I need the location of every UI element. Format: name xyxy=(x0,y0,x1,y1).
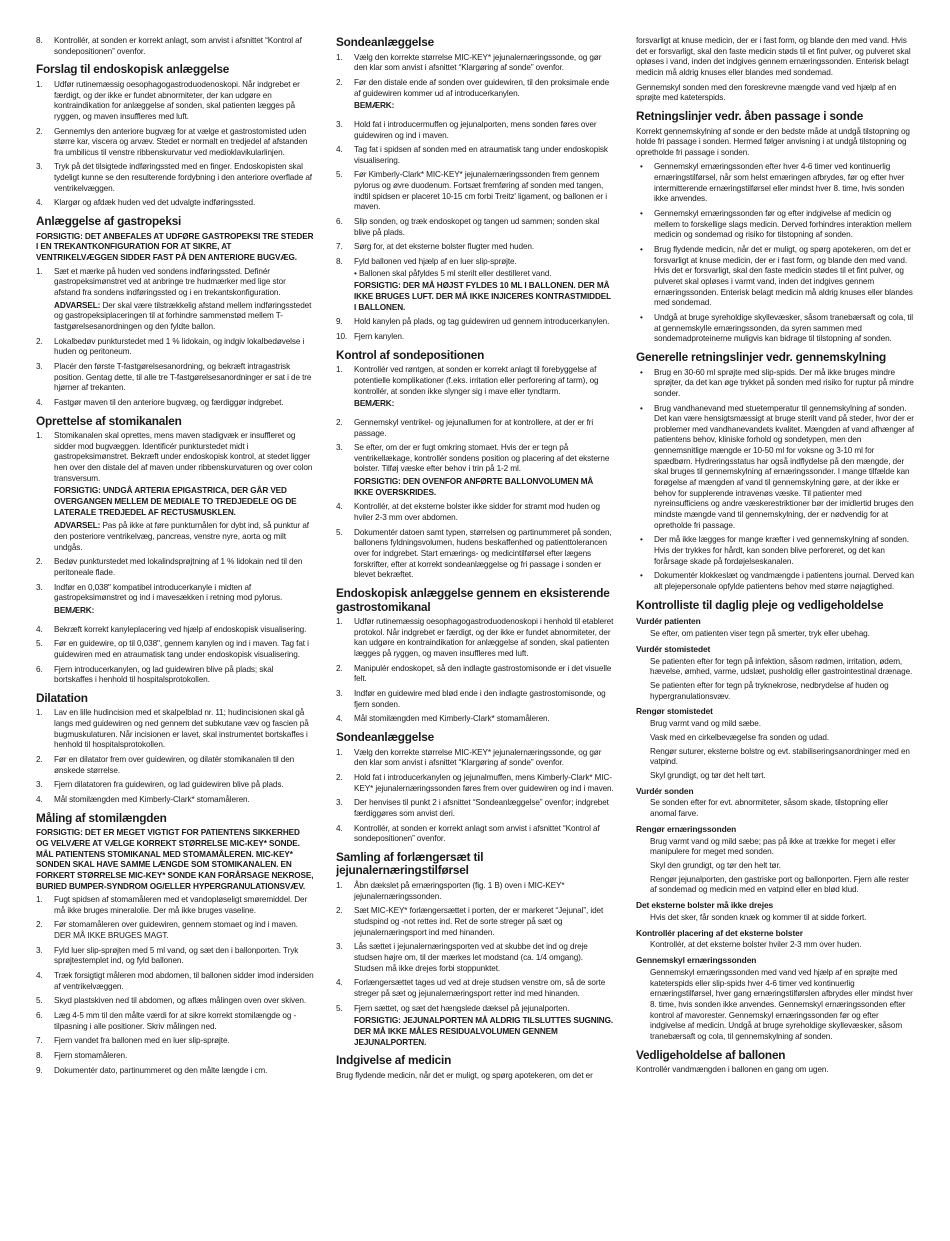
list-item: 1. Fugt spidsen af stomamåleren med et vandopløseligt smøremiddel. Der må ikke bruges mineralolie. Der må ikke bruges vaseline. xyxy=(36,895,308,915)
list-item: 10. Fjern kanylen. xyxy=(336,332,405,341)
list-text: Før Kimberly-Clark* MIC-KEY* jejunalernæringssonden frem gennem pylorus og øvre duodenum. Fortsæt fremføring af sonden med tangen, indtil spidsen er placeret 10-15 cm forbi Treitz' ligament, og ballonen er i maven. xyxy=(354,170,607,212)
section-heading: Anlæggelse af gastropeksi xyxy=(36,214,182,229)
caution-text: FORSIGTIG: DET ANBEFALES AT UDFØRE GASTROPEKSI TRE STEDER I EN TREKANTKONFIGURATION FOR AT SIKRE, AT VENTRIKELVÆGGEN SIDDER FAST PÅ DEN ANTERIORE BUGVÆG. xyxy=(36,231,314,262)
list-item: 4. Træk forsigtigt måleren mod abdomen, til ballonen sidder imod indersiden af ventrikelvæggen. xyxy=(36,971,314,991)
warning-block xyxy=(54,301,314,333)
list-text: Lokalbedøv punkturstedet med 1 % lidokain, og indgiv lokalbedøvelse i huden og peritoneum. xyxy=(54,336,305,357)
list-text: Før stomamåleren over guidewiren, gennem stomaet og ind i maven. DER MÅ IKKE BRUGES MAGT. xyxy=(54,920,298,941)
list-text: Fyld ballonen ved hjælp af en luer slip-sprøjte. xyxy=(354,257,517,267)
list-tube-placement xyxy=(336,53,614,343)
caution-text: FORSIGTIG: UNDGÅ ARTERIA EPIGASTRICA, DER GÅR VED OVERGANGEN MELLEM DE MEDIALE TO TREDJEDELE OG DE LATERALE TREDJEDEL AF RECTUSMUSKLEN. xyxy=(54,486,297,517)
checklist-line: Gennemskyl ernæringssonden med vand ved hjælp af en sprøjte med kateterspids eller slip-spids hver 4-6 timer ved kontinuerlig ernæringstilførsel, hver gang ernæringstilførslen afbrydes eller mindst hver 8. time, hvis sonden ikke anvendes. Gennemskyl ernæringssonden efter kontrol af mavorester. Gennemskyl ernæringssonden før og efter indgivelse af medicin. Undgå at bruge syreholdige skyllevæsker, såsom tranebærsaft og cola, til gennemskylning af sonden. xyxy=(650,968,913,1041)
caution-text: FORSIGTIG: DER MÅ HØJST FYLDES 10 ML I BALLONEN. DER MÅ IKKE BRUGES LUFT. DER MÅ IKKE INJICERES KONTRASTMIDDEL I BALLONEN. xyxy=(354,281,611,312)
list-item: 4. Bekræft korrekt kanyleplacering ved hjælp af endoskopisk visualisering. xyxy=(36,624,307,634)
list-item: 2. Manipulér endoskopet, så den indlagte gastrostomisonde er i det visuelle felt. xyxy=(336,663,612,684)
section-heading: Forslag til endoskopisk anlæggelse xyxy=(36,62,230,77)
checklist-line: Skyl den grundigt, og tør den helt tør. xyxy=(650,861,781,871)
list-text: Fastgør maven til den anteriore bugvæg, og færdiggør indgrebet. xyxy=(54,397,284,407)
list-item: 3. Indfør en guidewire med blød ende i den indlagte gastrostomisonde, og fjern sonden. xyxy=(336,689,606,709)
list-item: 2. Før en dilatator frem over guidewiren, og dilatér stomikanalen til den ønskede størrelse. xyxy=(36,755,295,775)
list-text: Dokumentér dato, partinummeret og den målte længde i cm. xyxy=(54,1065,268,1075)
list-text: Stomikanalen skal oprettes, mens maven stadigvæk er insuffleret og sidder mod bugvæggen. Identificér punkturstedet midt i gastropeksimønstret. Bekræft under endoskopisk kontrol, at stedet ligger hen over den distale del af maven under ribbenskurvaturen og over colon transversum. xyxy=(54,431,313,483)
list-item xyxy=(36,80,314,123)
list-text: Skyd plastskiven ned til abdomen, og aflæs målingen oven over skiven. xyxy=(54,996,307,1006)
list-item xyxy=(36,162,314,194)
caution-text: FORSIGTIG: JEJUNALPORTEN MÅ ALDRIG TILSLUTTES SUGNING. DER MÅ IKKE MÅLES RESIDUALVOLUMEN GENNEM JEJUNALPORTEN. xyxy=(354,1016,614,1047)
bullet-item: • Der må ikke lægges for mange kræfter i ved gennemskylning af sonden. Hvis der trykkes for hårdt, kan sonden blive perforeret, og det kan forårsage skade på fordøjelseskanalen. xyxy=(636,535,914,567)
list-number: 1. xyxy=(36,79,43,89)
list-text: Læg 4-5 mm til den målte værdi for at sikre korrekt stomilængde og -tilpasning i alle positioner. Skriv målingen ned. xyxy=(54,1011,297,1031)
checklist-line: Se efter, om patienten viser tegn på smerter, tryk eller ubehag. xyxy=(650,629,870,639)
bullet-item: • Brug en 30-60 ml sprøjte med slip-spids. Der må ikke bruges mindre sprøjter, da det kan øge trykket på sonden med risiko for ruptur på mindre sonder. xyxy=(636,368,914,400)
column-2 xyxy=(336,36,614,1231)
list-text: Hold fat i introducerkanylen og jejunalmuffen, mens Kimberly-Clark* MIC-KEY* jejunalernæringssonden føres frem over guidewiren og ind i maven. xyxy=(354,772,614,793)
list-text: Indfør en 0,038" kompatibel introducerkanyle i midten af gastropeksimønstret og ind i mavesækken i retning mod pylorus. xyxy=(54,582,283,603)
list-item: 9. Dokumentér dato, partinummeret og den målte længde i cm. xyxy=(36,1065,268,1075)
note-label: BEMÆRK: xyxy=(354,399,395,409)
list-item: 1. Vælg den korrekte størrelse MIC-KEY* jejunalernæringssonde, og gør den klar som anvist i afsnittet “Klargøring af sonde” ovenfor. xyxy=(336,747,602,768)
section-heading: Indgivelse af medicin xyxy=(336,1053,452,1068)
list-item: 6. Slip sonden, og træk endoskopet og tangen ud sammen; sonden skal blive på plads. xyxy=(336,217,600,237)
list-text: Kontrollér, at det eksterne bolster ikke sidder for stramt mod huden og hviler 2-3 mm over abdomen. xyxy=(354,502,600,523)
checklist-subheading: Vurdér patienten xyxy=(636,616,701,627)
checklist-line: Brug varmt vand og mild sæbe; pas på ikke at trække for meget i eller manipulere for meget med sonden. xyxy=(650,836,896,857)
list-item: 3. Der henvises til punkt 2 i afsnittet “Sondeanlæggelse” ovenfor; indgrebet færdiggøres som anvist deri. xyxy=(336,798,609,818)
list-item: 4. Mål stomilængden med Kimberly-Clark* stomamåleren. xyxy=(36,795,250,804)
list-number: 3. xyxy=(36,162,43,172)
section-heading: Oprettelse af stomikanalen xyxy=(36,413,182,428)
list-item: 2. Sæt MIC-KEY* forlængersættet i porten, der er markeret “Jejunal”, idet studspind og -not rettes ind. Ret de sorte streger på sæt og jejunalernæringsport ind med hinanden. xyxy=(336,906,604,937)
list-text: Kontrollér, at sonden er korrekt anlagt som anvist i afsnittet “Kontrol af sondepositionen” ovenfor. xyxy=(354,823,600,844)
list-item: 2. Gennemskyl ventrikel- og jejunallumen for at kontrollere, at der er fri passage. xyxy=(336,417,594,438)
list-stoma-tract xyxy=(36,431,314,686)
list-number: 4. xyxy=(36,198,43,208)
section-heading: Kontrolliste til daglig pleje og vedligeholdelse xyxy=(636,597,884,612)
list-text: Kontrollér ved røntgen, at sonden er korrekt anlagt til forebyggelse af potentielle komplikationer (f.eks. irritation eller perforering af tarm), og kontrollér, at sonden ikke slynger sig i mave eller tyndtarm. xyxy=(354,365,599,396)
document-page xyxy=(36,36,916,1231)
list-item: 4. Forlængersættet tages ud ved at dreje studsen venstre om, så de sorte streger på sæt og jejunalernæringsport retter ind med hinanden. xyxy=(336,978,606,998)
list-text: Hold kanylen på plads, og tag guidewiren ud gennem introducerkanylen. xyxy=(354,317,610,327)
checklist-line: Se patienten efter for tegn på tryknekrose, nedbrydelse af huden og hypergranulationsvæv. xyxy=(650,681,889,701)
list-text: Klargør og afdæk huden ved det udvalgte indføringssted. xyxy=(54,198,256,208)
list-item: 7. Fjern vandet fra ballonen med en luer slip-sprøjte. xyxy=(36,1036,230,1046)
list-text: Dokumentér datoen samt typen, størrelsen og partinummeret på sonden, ballonens fyldningsvolumen, hudens beskaffenhed og patienttolerancen over for indgrebet. Start ernærings- og medicintilførsel efter lægens forskrifter, efter at korrekt sondeanlæggelse og fri passage i sonden er blevet bekræftet. xyxy=(354,527,612,580)
list-text: Slip sonden, og træk endoskopet og tangen ud sammen; sonden skal blive på plads. xyxy=(354,217,600,237)
checklist-subheading: Kontrollér placering af det eksterne bolster xyxy=(636,927,803,938)
checklist-subheading: Vurdér sonden xyxy=(636,785,694,796)
list-item: 4. Kontrollér, at det eksterne bolster ikke sidder for stramt mod huden og hviler 2-3 mm over abdomen. xyxy=(336,502,600,523)
list-item: 8. Fjern stomamåleren. xyxy=(36,1051,128,1061)
list-text: Fjern sættet, og sæt det hængslede dæksel på jejunalporten. xyxy=(354,1003,570,1013)
section-heading: Endoskopisk anlæggelse gennem en eksisterende gastrostomikanal xyxy=(336,586,610,614)
checklist-line: Rengør suturer, eksterne bolstre og evt. stabiliseringsanordninger med en vatpind. xyxy=(650,746,910,767)
list-item: 9. Hold kanylen på plads, og tag guidewiren ud gennem introducerkanylen. xyxy=(336,317,610,327)
checklist-line: Se patienten efter for tegn på infektion, såsom rødmen, irritation, ødem, hævelse, ømhed, varme, udslæt, pusholdig eller gastrointestinal drænage. xyxy=(650,656,913,677)
bullet-item: • Brug flydende medicin, når det er muligt, og spørg apotekeren, om det er forsvarligt at knuse medicin, der er i fast form, og blande den med vand. Hvis det er forsvarligt, skal den faste medicin stødes til et fint pulver, og pulveret skal opløses i varmt vand, inden det indgives gennem ernæringssonden. Enterisk belagt medicin må aldrig knuses eller blandes med sondemad. xyxy=(636,245,914,309)
column-1 xyxy=(36,36,314,1231)
list-item: 3. Indfør en 0,038" kompatibel introducerkanyle i midten af gastropeksimønstret og ind i mavesækken i retning mod pylorus. BEMÆRK: xyxy=(36,583,314,617)
list-tube-placement-2 xyxy=(336,748,614,845)
checklist-line: Hvis det sker, får sonden knæk og kommer til at sidde forkert. xyxy=(650,912,867,922)
list-item: 1. Udfør rutinemæssig oesophagogastroduodenoskopi i henhold til etableret protokol. Når indgrebet er færdigt, og der ikke er fundet abnormiteter, der kan udgøre en kontraindikation for anlæggelse af sonden, skal patienten lægges på ryggen, og maven insuffleres med luft. xyxy=(336,617,614,659)
list-text: Fjern dilatatoren fra guidewiren, og lad guidewiren blive på plads. xyxy=(54,780,284,790)
list-text: Udfør rutinemæssig oesophagogastroduodenoskopi i henhold til etableret protokol. Når indgrebet er færdigt, og der ikke er fundet abnormiteter, der kan udgøre en kontraindikation for anlæggelse af sonden, skal patienten lægges på ryggen, og maven insuffleres med luft. xyxy=(354,617,614,659)
checklist-subheading: Vurdér stomistedet xyxy=(636,643,711,654)
list-text: Fjern vandet fra ballonen med en luer slip-sprøjte. xyxy=(54,1036,230,1046)
list-item: 4. Fastgør maven til den anteriore bugvæg, og færdiggør indgrebet. xyxy=(36,397,284,407)
list-item: 2. Bedøv punkturstedet med lokalindsprøjtning af 1 % lidokain ned til den peritoneale flade. xyxy=(36,557,303,577)
bullet-item: • Gennemskyl ernæringssonden før og efter indgivelse af medicin og mellem to forskellige slags medicin. Derved forhindres interaktion mellem medicin og sondemad og risiko for tilstopning af sonden. xyxy=(636,209,914,241)
list-item: 3. Se efter, om der er fugt omkring stomaet. Hvis der er tegn på ventrikellækage, kontrollér sondens position og placering af det eksterne bolster. Tilføj væske efter behov i trin på 1-2 ml. FORSIGTIG: DEN OVENFOR ANFØRTE BALLONVOLUMEN MÅ IKKE OVERSKRIDES. xyxy=(336,443,614,498)
section-heading: Dilatation xyxy=(36,690,88,705)
paragraph: Gennemskyl sonden med den foreskrevne mængde vand ved hjælp af en sprøjte med kateterspids. xyxy=(636,82,897,103)
list-text: Indfør en guidewire med blød ende i den indlagte gastrostomisonde, og fjern sonden. xyxy=(354,689,606,709)
checklist-subheading: Rengør ernæringssonden xyxy=(636,823,737,834)
list-item: 3. Hold fat i introducermuffen og jejunalporten, mens sonden føres over guidewiren og ind i maven. xyxy=(336,119,597,140)
list-item: 5. Dokumentér datoen samt typen, størrelsen og partinummeret på sonden, ballonens fyldningsvolumen, hudens beskaffenhed og patienttolerancen over for indgrebet. Start ernærings- og medicintilførsel efter lægens forskrifter, efter at korrekt sondeanlæggelse og fri passage i sonden er blevet bekræftet. xyxy=(336,527,612,580)
checklist-subheading: Rengør stomistedet xyxy=(636,706,713,717)
paragraph: Korrekt gennemskylning af sonde er den bedste måde at undgå tilstopning og holde fri passage i sonden. Hermed følger anvisning i at undgå tilstopning og opretholde fri passage i sonden. xyxy=(636,126,910,157)
list-existing-tract xyxy=(336,617,614,725)
warning-label: ADVARSEL: xyxy=(54,300,101,310)
list-text: Tryk på det tilsigtede indføringssted med en finger. Endoskopisten skal tydeligt kunne se den resulterende fordybning i den anteriore overflade af ventrikelvæggen. xyxy=(54,162,312,193)
section-heading: Måling af stomilængden xyxy=(36,810,167,825)
list-text: Der henvises til punkt 2 i afsnittet “Sondeanlæggelse” ovenfor; indgrebet færdiggøres som anvist deri. xyxy=(354,798,609,818)
list-item: 3. Fjern dilatatoren fra guidewiren, og lad guidewiren blive på plads. xyxy=(36,780,284,790)
list-item: 1. Lav en lille hudincision med et skalpelblad nr. 11; hudincisionen skal gå langs med guidewiren og ned gennem det subkutane væv og fascien på bugmuskulaturen. Når incisionen er lavet, skal instrumentet bortskaffes i henhold til hospitalsprotokollen. xyxy=(36,708,309,750)
list-stoma-measure xyxy=(36,895,314,1076)
warning-label: ADVARSEL: xyxy=(54,521,101,531)
list-endoscopic xyxy=(36,80,314,209)
list-text: Gennemlys den anteriore bugvæg for at vælge et gastrostomisted uden større kar, viscera og arvæv. Stedet er normalt en tredjedel af afstanden fra umbilicus til venstre ribbenskurvatur ved medioklavikularlinjen. xyxy=(54,126,308,157)
column-3 xyxy=(636,36,914,1231)
list-text: Tag fat i spidsen af sonden med en atraumatisk tang under endoskopisk visualisering. xyxy=(354,145,608,165)
list-item: 4. Mål stomilængden med Kimberly-Clark* stomamåleren. xyxy=(336,714,550,724)
list-text: Før den distale ende af sonden over guidewiren, til den proksimale ende af guidewiren kommer ud af introducerkanylen. xyxy=(354,77,610,98)
list-position-check xyxy=(336,365,614,581)
caution-text: FORSIGTIG: DET ER MEGET VIGTIGT FOR PATIENTENS SIKKERHED OG VELVÆRE AT VÆLGE KORREKT STØRRELSE MIC-KEY* SONDE. MÅL PATIENTENS STOMIKANAL MED STOMAMÅLEREN. MIC-KEY* SONDEN SKAL HAVE SAMME LÆNGDE SOM STOMIKANALEN. EN FORKERT STØRRELSE MIC-KEY* SONDE KAN FORÅRSAGE NEKROSE, BURIED BUMPER-SYNDROM OG/ELLER HYPERGRANULATIONSVÆV. xyxy=(36,828,314,891)
warning-block xyxy=(54,521,314,553)
section-heading: Kontrol af sondepositionen xyxy=(336,347,485,362)
list-item: 2. Hold fat i introducerkanylen og jejunalmuffen, mens Kimberly-Clark* MIC-KEY* jejunalernæringssonden føres frem over guidewiren og ind i maven. xyxy=(336,772,614,793)
list-text: Sørg for, at det eksterne bolster flugter med huden. xyxy=(354,242,535,252)
list-item: 8. Fyld ballonen ved hjælp af en luer slip-sprøjte. • Ballonen skal påfyldes 5 ml sterilt eller destilleret vand. FORSIGTIG: DER MÅ HØJST FYLDES 10 ML I BALLONEN. DER MÅ IKKE BRUGES LUFT. DER MÅ IKKE INJICERES KONTRASTMIDDEL I BALLONEN. xyxy=(336,257,614,313)
list-text: Vælg den korrekte størrelse MIC-KEY* jejunalernæringssonde, og gør den klar som anvist i afsnittet “Klargøring af sonde” ovenfor. xyxy=(354,747,602,768)
list-number: 8. xyxy=(36,36,43,45)
list-text: Hold fat i introducermuffen og jejunalporten, mens sonden føres over guidewiren og ind i maven. xyxy=(354,119,597,140)
list-text: Sæt et mærke på huden ved sondens indføringssted. Definér gastropeksimønstret ved at anbringe tre hudmærker med lige stor afstand fra sondens indføringssted og i en trekantskonfiguration. xyxy=(54,266,286,297)
list-item: 1. Åbn dækslet på ernæringsporten (fig. 1 B) oven i MIC-KEY* jejunalernæringssonden. xyxy=(336,881,565,901)
bullet-item: • Brug vandhanevand med stuetemperatur til gennemskylning af sonden. Det kan være hensigtsmæssigt at bruge sterilt vand på steder, hvor der er problemer med vandhanevandets kvalitet. Mængden af vand afhænger af patientens behov, kliniske forhold og sondetypen, men den gennemsnitlige mængde er 10-50 ml for voksne og 3-10 ml for spædbørn. Hydreringsstatus har også indflydelse på den mængde, der skal bruges til gennemskylning af ernæringssonder. I mange tilfælde kan forøgelse af mængden af vand til gennemskylning gøre, at der ikke er behov for supplerende intravenøs væske. Til patienter med nyreinsufficiens og andre væskerestriktioner bør der imidlertid bruges den mindste mængde vand til gennemskylning, der er nødvendig for at opretholde fri passage. xyxy=(636,404,914,532)
list-item: 1. Stomikanalen skal oprettes, mens maven stadigvæk er insuffleret og sidder mod bugvæggen. Identificér punkturstedet midt i gastropeksimønstret. Bekræft under endoskopisk kontrol, at stedet ligger hen over den distale del af maven under ribbenskurvaturen og over colon transversum. FORSIGTIG: UNDGÅ ARTERIA EPIGASTRICA, DER GÅR VED OVERGANGEN MELLEM DE MEDIALE TO TREDJEDELE OG DE LATERALE TREDJEDEL AF RECTUSMUSKLEN. ADVARSEL: Pas på ikke at føre punkturnålen for dybt ind, så punktur af den posteriore ventrikelvæg, pancreas, venstre nyre, aorta og milt undgås. xyxy=(36,431,313,552)
list-item: 3. Lås sættet i jejunalernæringsporten ved at skubbe det ind og dreje studsen højre om, til der mærkes let modstand (ca. 1/4 omgang). Studsen må ikke drejes forbi stoppunktet. xyxy=(336,942,588,973)
list-item xyxy=(36,36,314,57)
list-item: 1. Sæt et mærke på huden ved sondens indføringssted. Definér gastropeksimønstret ved at anbringe tre hudmærker med lige stor afstand fra sondens indføringssted og i en trekantskonfiguration. ADVARSEL: Der skal være tilstrækkelig afstand mellem indføringsstedet og gastropeksiplaceringen til at forhindre sammenstød mellem T-fastgørelsesanordningen og den fyldte ballon. xyxy=(36,267,314,333)
paragraph: forsvarligt at knuse medicin, der er i fast form, og blande den med vand. Hvis det er forsvarligt, skal den faste medicin støds til et fint pulver, og pulveret skal opløses i vand, inden det indgives gennem ernæringssonden. Enterisk belagt medicin må aldrig knuses eller blandes med sondemad. xyxy=(636,36,911,77)
checklist-line: Vask med en cirkelbevægelse fra sonden og udad. xyxy=(650,732,830,742)
list-text: Gennemskyl ventrikel- og jejunallumen for at kontrollere, at der er fri passage. xyxy=(354,417,594,438)
list-text: Fjern stomamåleren. xyxy=(54,1051,128,1061)
checklist-line: Brug varmt vand og mild sæbe. xyxy=(650,719,761,729)
list-item: 3. Fyld luer slip-sprøjten med 5 ml vand, og sæt den i ballonporten. Tryk sprøjtestemplet ind, og fyld ballonen. xyxy=(36,945,299,966)
list-text: Manipulér endoskopet, så den indlagte gastrostomisonde er i det visuelle felt. xyxy=(354,663,612,684)
caution-text: FORSIGTIG: DEN OVENFOR ANFØRTE BALLONVOLUMEN MÅ IKKE OVERSKRIDES. xyxy=(354,477,594,497)
checklist-subheading: Gennemskyl ernæringssonden xyxy=(636,955,757,966)
list-continued xyxy=(36,36,314,57)
list-text: Før en dilatator frem over guidewiren, og dilatér stomikanalen til den ønskede størrelse. xyxy=(54,755,295,775)
list-item xyxy=(36,127,314,159)
checklist-line: Skyl grundigt, og tør det helt tørt. xyxy=(650,770,766,780)
list-text: Se efter, om der er fugt omkring stomaet. Hvis der er tegn på ventrikellækage, kontrollér sondens position og placering af det eksterne bolster. Tilføj væske efter behov i trin på 1-2 ml. xyxy=(354,443,610,474)
list-text: Træk forsigtigt måleren mod abdomen, til ballonen sidder imod indersiden af ventrikelvæggen. xyxy=(54,971,314,991)
list-text: Lav en lille hudincision med et skalpelblad nr. 11; hudincisionen skal gå langs med guidewiren og ned gennem det subkutane væv og fascien på bugmuskulaturen. Når incisionen er lavet, skal instrumentet bortskaffes i henhold til hospitalsprotokollen. xyxy=(54,708,309,750)
list-text: Udfør rutinemæssig oesophagogastroduodenoskopi. Når indgrebet er færdigt, og der ikke er fundet abnormiteter, der kan udgøre en kontraindikation for anlæggelse af sonden, skal patienten lægges på ryggen, og maven insuffleres med luft. xyxy=(54,79,300,121)
list-text: Fjern kanylen. xyxy=(354,332,405,341)
bullet-list-flushing xyxy=(636,368,914,593)
list-item: 4. Tag fat i spidsen af sonden med en atraumatisk tang under endoskopisk visualisering. xyxy=(336,145,608,165)
list-text: Fyld luer slip-sprøjten med 5 ml vand, og sæt den i ballonporten. Tryk sprøjtestemplet ind, og fyld ballonen. xyxy=(54,945,299,966)
sub-bullet: • Ballonen skal påfyldes 5 ml sterilt eller destilleret vand. xyxy=(354,268,552,278)
section-heading: Retningslinjer vedr. åben passage i sonde xyxy=(636,108,864,123)
list-number: 2. xyxy=(36,126,43,136)
list-dilatation xyxy=(36,708,314,805)
checklist-line: Kontrollér, at det eksterne bolster hviler 2-3 mm over huden. xyxy=(650,940,862,950)
list-item: 6. Fjern introducerkanylen, og lad guidewiren blive på plads; skal bortskaffes i henhold til hospitalsprotokollen. xyxy=(36,664,274,685)
list-item: 7. Sørg for, at det eksterne bolster flugter med huden. xyxy=(336,242,535,252)
list-text: Lås sættet i jejunalernæringsporten ved at skubbe det ind og dreje studsen højre om, til der mærkes let modstand (ca. 1/4 omgang). Studsen må ikke drejes forbi stoppunktet. xyxy=(354,942,588,973)
section-heading: Generelle retningslinjer vedr. gennemskylning xyxy=(636,349,886,364)
list-item: 2. Før den distale ende af sonden over guidewiren, til den proksimale ende af guidewiren kommer ud af introducerkanylen. BEMÆRK: xyxy=(336,78,614,112)
daily-care-checklist xyxy=(636,616,914,1042)
section-heading: Sondeanlæggelse xyxy=(336,36,434,49)
checklist-subheading: Det eksterne bolster må ikke drejes xyxy=(636,899,774,910)
checklist-line: Rengør jejunalporten, den gastriske port og ballonporten. Fjern alle rester af sondemad og medicin med en vatpind eller en blød klud. xyxy=(650,874,909,895)
list-text: Mål stomilængden med Kimberly-Clark* stomamåleren. xyxy=(354,714,550,724)
list-item: 5. Før en guidewire, op til 0,038", gennem kanylen og ind i maven. Tag fat i guidewiren med en atraumatisk tang under endoskopisk visualisering. xyxy=(36,639,309,659)
list-gastropexy xyxy=(36,267,314,409)
list-extension-set xyxy=(336,881,614,1048)
list-text: Fjern introducerkanylen, og lad guidewiren blive på plads; skal bortskaffes i henhold til hospitalsprotokollen. xyxy=(54,664,274,685)
list-text: Mål stomilængden med Kimberly-Clark* stomamåleren. xyxy=(54,795,250,804)
list-text: Kontrollér, at sonden er korrekt anlagt, som anvist i afsnittet “Kontrol af sondepositionen” ovenfor. xyxy=(54,36,302,56)
bullet-item: • Gennemskyl ernæringssonden efter hver 4-6 timer ved kontinuerlig ernæringstilførsel, når som helst ernæringen afbrydes, før og efter hver intermitterende ernæringstilførsel eller mindst hver 8. time, hvis sonden ikke anvendes. xyxy=(636,162,914,205)
bullet-item: • Dokumentér klokkeslæt og vandmængde i patientens journal. Derved kan alt plejepersonale opfylde patientens behov med større nøjagtighed. xyxy=(636,571,914,592)
list-item: 2. Før stomamåleren over guidewiren, gennem stomaet og ind i maven. DER MÅ IKKE BRUGES MAGT. xyxy=(36,920,298,941)
list-item: 6. Læg 4-5 mm til den målte værdi for at sikre korrekt stomilængde og -tilpasning i alle positioner. Skriv målingen ned. xyxy=(36,1011,297,1031)
list-text: Placér den første T-fastgørelsesanordning, og bekræft intragastrisk position. Gentag dette, til alle tre T-fastgørelsesanordninger er sat i de tre hjørner af trekanten. xyxy=(54,361,312,393)
list-item xyxy=(36,198,314,209)
list-text: Åbn dækslet på ernæringsporten (fig. 1 B) oven i MIC-KEY* jejunalernæringssonden. xyxy=(354,881,565,901)
note-label: BEMÆRK: xyxy=(54,605,95,615)
list-item: 2. Lokalbedøv punkturstedet med 1 % lidokain, og indgiv lokalbedøvelse i huden og peritoneum. xyxy=(36,336,305,357)
paragraph: Brug flydende medicin, når det er muligt, og spørg apotekeren, om det er xyxy=(336,1070,593,1080)
bullet-item: • Undgå at bruge syreholdige skyllevæsker, såsom tranebærsaft og cola, til at gennemskylle ernæringssonden, da syren sammen med sondemadproteinerne muligvis kan bidrage til tilstopning af sonden. xyxy=(636,313,914,345)
list-text: Sæt MIC-KEY* forlængersættet i porten, der er markeret “Jejunal”, idet studspind og -not rettes ind. Ret de sorte streger på sæt og jejunalernæringsport ind med hinanden. xyxy=(354,906,604,937)
list-text: Fugt spidsen af stomamåleren med et vandopløseligt smøremiddel. Der må ikke bruges mineralolie. Der må ikke bruges vaseline. xyxy=(54,895,308,915)
list-text: Bedøv punkturstedet med lokalindsprøjtning af 1 % lidokain ned til den peritoneale flade. xyxy=(54,557,303,577)
list-item: 1. Kontrollér ved røntgen, at sonden er korrekt anlagt til forebyggelse af potentielle komplikationer (f.eks. irritation eller perforering af tarm), og kontrollér, at sonden ikke slynger sig i mave eller tyndtarm. BEMÆRK: xyxy=(336,365,614,410)
section-heading: Vedligeholdelse af ballonen xyxy=(636,1047,786,1062)
warning-text: Pas på ikke at føre punkturnålen for dybt ind, så punktur af den posteriore ventrikelvæg, pancreas, venstre nyre, aorta og milt undgås. xyxy=(54,521,309,552)
list-text: Vælg den korrekte størrelse MIC-KEY* jejunalernæringssonde, og gør den klar som anvist i afsnittet “Klargøring af sonde” ovenfor. xyxy=(354,52,602,73)
list-text: Bekræft korrekt kanyleplacering ved hjælp af endoskopisk visualisering. xyxy=(54,624,307,634)
checklist-line: Se sonden efter for evt. abnormiteter, såsom skade, tilstopning eller anomal farve. xyxy=(650,798,888,819)
list-item: 5. Fjern sættet, og sæt det hængslede dæksel på jejunalporten. FORSIGTIG: JEJUNALPORTEN MÅ ALDRIG TILSLUTTES SUGNING. DER MÅ IKKE MÅLES RESIDUALVOLUMEN GENNEM JEJUNALPORTEN. xyxy=(336,1003,614,1047)
list-item: 5. Skyd plastskiven ned til abdomen, og aflæs målingen oven over skiven. xyxy=(36,996,307,1006)
list-text: Før en guidewire, op til 0,038", gennem kanylen og ind i maven. Tag fat i guidewiren med en atraumatisk tang under endoskopisk visualisering. xyxy=(54,639,309,659)
section-heading: Sondeanlæggelse xyxy=(336,730,434,745)
list-item: 3. Placér den første T-fastgørelsesanordning, og bekræft intragastrisk position. Gentag dette, til alle tre T-fastgørelsesanordninger er sat i de tre hjørner af trekanten. xyxy=(36,361,312,393)
list-item: 1. Vælg den korrekte størrelse MIC-KEY* jejunalernæringssonde, og gør den klar som anvist i afsnittet “Klargøring af sonde” ovenfor. xyxy=(336,52,602,73)
list-item: 5. Før Kimberly-Clark* MIC-KEY* jejunalernæringssonden frem gennem pylorus og øvre duodenum. Fortsæt fremføring af sonden med tangen, indtil spidsen er placeret 10-15 cm forbi Treitz' ligament, og ballonen er i maven. xyxy=(336,170,607,212)
note-label: BEMÆRK: xyxy=(354,101,395,111)
section-heading: Samling af forlængersæt til jejunalernæringstilførsel xyxy=(336,849,484,878)
warning-text: Der skal være tilstrækkelig afstand mellem indføringsstedet og gastropeksiplaceringen til at forhindre sammenstød mellem T-fastgørelsesanordningen og den fyldte ballon. xyxy=(54,300,312,331)
paragraph: Kontrollér vandmængden i ballonen en gang om ugen. xyxy=(636,1065,829,1075)
list-item: 4. Kontrollér, at sonden er korrekt anlagt som anvist i afsnittet “Kontrol af sondepositionen” ovenfor. xyxy=(336,823,600,844)
bullet-list-patency xyxy=(636,162,914,345)
list-text: Forlængersættet tages ud ved at dreje studsen venstre om, så de sorte streger på sæt og jejunalernæringsport retter ind med hinanden. xyxy=(354,978,606,998)
